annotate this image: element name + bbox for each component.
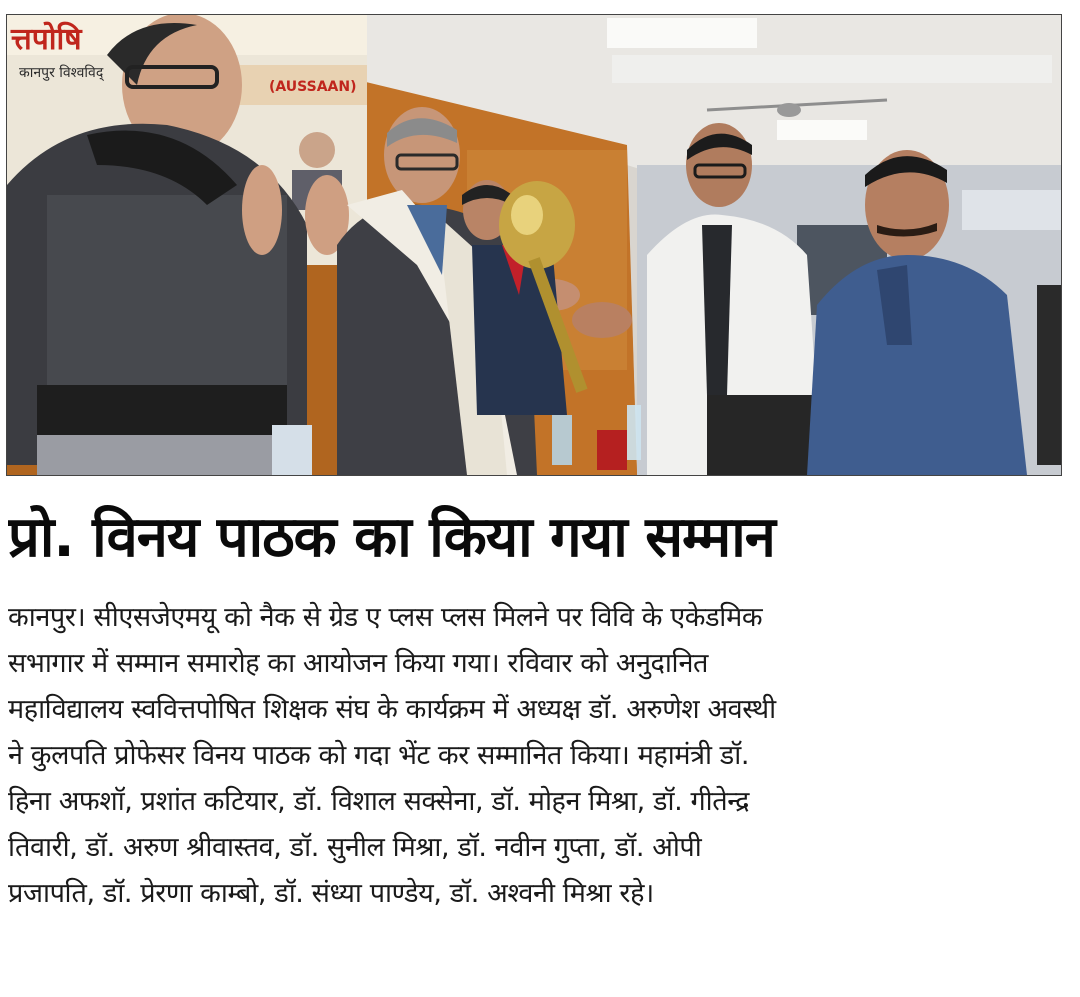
event-photo-illustration <box>7 15 1061 475</box>
article-line: हिना अफशॉ, प्रशांत कटियार, डॉ. विशाल सक्सेना, डॉ. मोहन मिश्रा, डॉ. गीतेन्द्र <box>8 786 750 817</box>
article-line: ने कुलपति प्रोफेसर विनय पाठक को गदा भेंट कर सम्मानित किया। महामंत्री डॉ. <box>8 740 750 771</box>
article-line: कानपुर। सीएसजेएमयू को नैक से ग्रेड ए प्लस प्लस मिलने पर विवि के एकेडमिक <box>8 602 763 633</box>
article-body <box>8 595 1070 917</box>
article-headline: प्रो. विनय पाठक का किया गया सम्मान <box>8 505 775 570</box>
banner-acronym: (AUSSAAN) <box>269 79 357 95</box>
article-line: सभागार में सम्मान समारोह का आयोजन किया गया। रविवार को अनुदानित <box>8 648 709 679</box>
banner-text: त्तपोषि <box>11 22 82 57</box>
article-line: महाविद्यालय स्ववित्तपोषित शिक्षक संघ के कार्यक्रम में अध्यक्ष डॉ. अरुणेश अवस्थी <box>8 694 776 725</box>
article-line: प्रजापति, डॉ. प्रेरणा काम्बो, डॉ. संध्या पाण्डेय, डॉ. अश्वनी मिश्रा रहे। <box>8 878 654 909</box>
article-line: तिवारी, डॉ. अरुण श्रीवास्तव, डॉ. सुनील मिश्रा, डॉ. नवीन गुप्ता, डॉ. ओपी <box>8 832 702 863</box>
banner-subtext: कानपुर विश्वविद् <box>19 65 104 81</box>
event-photo <box>6 14 1062 476</box>
